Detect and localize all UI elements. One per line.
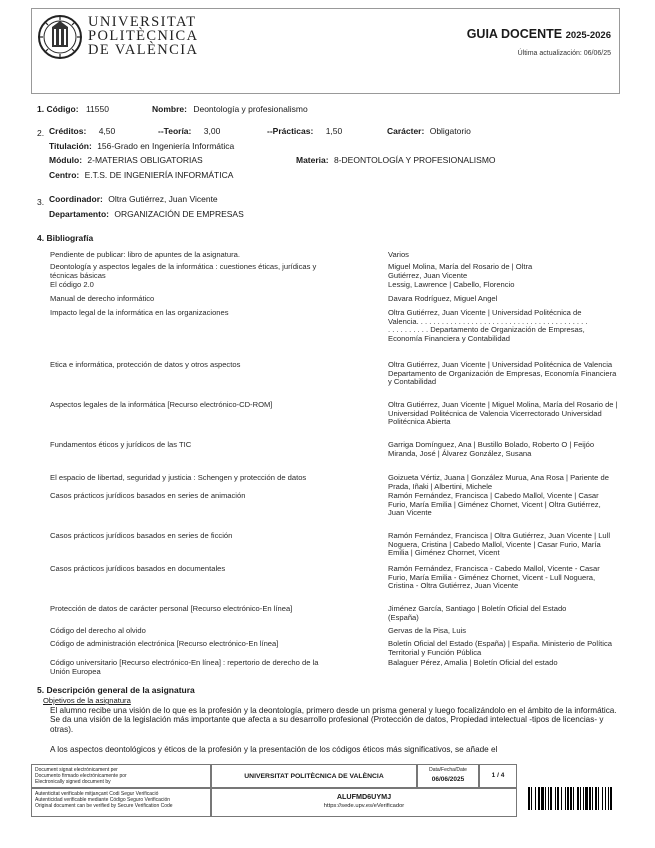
bib-author: Miguel Molina, María del Rosario de | Oltra Gutiérrez, Juan Vicente xyxy=(388,262,533,280)
logo-line-3: DE VALÈNCIA xyxy=(88,42,199,58)
bib-title: El espacio de libertad, seguridad y justicia : Schengen y protección de datos xyxy=(50,473,307,482)
character-label: Carácter: xyxy=(387,126,425,136)
degree-value: 156-Grado en Ingeniería Informática xyxy=(97,141,235,151)
verification-url[interactable]: https://sede.upv.es/eVerificador xyxy=(323,803,405,809)
subject-field xyxy=(296,155,496,165)
bib-title: Impacto legal de la informática en las organizaciones xyxy=(50,308,229,317)
bib-title: Pendiente de publicar: libro de apuntes de la asignatura. xyxy=(50,250,240,259)
bib-author: Ramón Fernández, Francisca - Cabedo Mallol, Vicente - Casar Furio, María Emilia - Giménez Chornet, Vicent - Lull Noguera, Cristina - Oltra Gutiérrez, Juan Vicente xyxy=(388,564,600,591)
theory-value: 3,00 xyxy=(203,126,221,136)
description-heading: 5. Descripción general de la asignatura xyxy=(37,685,195,695)
bib-title: Casos prácticos jurídicos basados en series de ficción xyxy=(50,531,233,540)
module-field xyxy=(49,155,203,165)
credits-field xyxy=(49,126,115,136)
name-label: Nombre: xyxy=(152,104,187,114)
bib-author: Oltra Gutiérrez, Juan Vicente | Miguel Molina, María del Rosario de | Universidad Politécnica de Valencia Vicerrectorado Universidad Politécnica Abierta xyxy=(388,400,618,427)
department-label: Departamento: xyxy=(49,209,109,219)
university-logo-text xyxy=(88,15,198,57)
logo-line-1: UNIVERSITAT xyxy=(88,14,197,30)
practice-label: --Prácticas: xyxy=(267,126,314,136)
bib-title: Código universitario [Recurso electrónico-En línea] : repertorio de derecho de la Unión Europea xyxy=(50,658,319,676)
section-3-number: 3. xyxy=(37,197,45,207)
bib-author: Gervas de la Pisa, Luis xyxy=(388,626,467,635)
objectives-paragraph-2: A los aspectos deontológicos y éticos de la profesión y la presentación de los códigos éticos más significativos, se añade el xyxy=(50,745,498,754)
bib-title: Casos prácticos jurídicos basados en documentales xyxy=(50,564,226,573)
bib-author: Goizueta Vértiz, Juana | González Murua, Ana Rosa | Pariente de Prada, Iñaki | Albertini, Michele xyxy=(388,473,609,491)
degree-label: Titulación: xyxy=(49,141,92,151)
theory-label: --Teoría: xyxy=(158,126,192,136)
credits-label: Créditos: xyxy=(49,126,87,136)
code-value: 11550 xyxy=(85,104,109,114)
theory-field xyxy=(158,126,220,136)
degree-field xyxy=(49,141,234,151)
objectives-subheading: Objetivos de la asignatura xyxy=(43,696,131,705)
name-value: Deontología y profesionalismo xyxy=(193,104,308,114)
department-field xyxy=(49,209,244,219)
bib-title: Aspectos legales de la informática [Recurso electrónico-CD-ROM] xyxy=(50,400,273,409)
document-title xyxy=(467,27,611,41)
date-cell xyxy=(417,764,479,788)
module-value: 2-MATERIAS OBLIGATORIAS xyxy=(87,155,203,165)
center-value: E.T.S. DE INGENIERÍA INFORMÁTICA xyxy=(84,170,234,180)
date-value: 06/06/2025 xyxy=(431,776,465,783)
verification-code: ALUFMD6UYMJ xyxy=(336,792,392,801)
verification-code-cell xyxy=(211,788,517,817)
bib-title: El código 2.0 xyxy=(50,280,94,289)
signed-by-text: Document signat electrònicament per Documento firmado electrónicamente por Electronically signed document by xyxy=(31,764,211,788)
character-field xyxy=(387,126,471,136)
center-field xyxy=(49,170,233,180)
bib-author: Balaguer Pérez, Amalia | Boletín Oficial del estado xyxy=(388,658,558,667)
logo-line-2: POLITÈCNICA xyxy=(88,28,199,44)
subject-value: 8-DEONTOLOGÍA Y PROFESIONALISMO xyxy=(333,155,496,165)
coordinator-label: Coordinador: xyxy=(49,194,103,204)
bib-title: Fundamentos éticos y jurídicos de las TIC xyxy=(50,440,192,449)
bib-title: Etica e informática, protección de datos y otros aspectos xyxy=(50,360,241,369)
bib-author: Ramón Fernández, Francisca | Cabedo Mallol, Vicente | Casar Furio, María Emilia | Giménez Chornet, Vicent | Oltra Gutiérrez, Juan Vicente xyxy=(388,491,601,518)
university-seal-icon xyxy=(37,13,83,61)
bib-title: Deontología y aspectos legales de la informática : cuestiones éticas, jurídicas y técnicas básicas xyxy=(50,262,317,280)
section-2-number: 2. xyxy=(37,128,45,138)
bib-author: Boletín Oficial del Estado (España) | España. Ministerio de Política Territorial y Función Pública xyxy=(388,639,612,657)
bib-title: Casos prácticos jurídicos basados en series de animación xyxy=(50,491,246,500)
date-label: Data/Fecha/Date xyxy=(429,767,467,773)
bib-author: Davara Rodríguez, Miguel Angel xyxy=(388,294,498,303)
section-number: 1. xyxy=(37,104,45,114)
center-label: Centro: xyxy=(49,170,80,180)
practice-field xyxy=(267,126,342,136)
objectives-paragraph: El alumno recibe una visión de lo que es la profesión y la deontología, primero desde un prisma general y luego focalizándolo en el ámbito de la informática. Se da una visión de la legislación más importante que afecta a su desarrollo profesional (Protección de datos, Propiedad intelectual -tipos de licencias- y otras). xyxy=(50,706,617,734)
guide-title: GUIA DOCENTE xyxy=(466,27,563,41)
department-value: ORGANIZACIÓN DE EMPRESAS xyxy=(114,209,244,219)
bib-title: Protección de datos de carácter personal [Recurso electrónico-En línea] xyxy=(50,604,293,613)
barcode-icon xyxy=(528,787,646,810)
bib-author: Ramón Fernández, Francisca | Oltra Gutiérrez, Juan Vicente | Lull Noguera, Cristina | Cabedo Mallol, Vicente | Casar Furio, María Emilia | Giménez Chornet, Vicent xyxy=(388,531,611,558)
bib-author: Varios xyxy=(388,250,409,259)
bib-title: Código del derecho al olvido xyxy=(50,626,146,635)
practice-value: 1,50 xyxy=(325,126,343,136)
coordinator-value: Oltra Gutiérrez, Juan Vicente xyxy=(108,194,218,204)
module-label: Módulo: xyxy=(49,155,83,165)
last-updated: Última actualización: 06/06/25 xyxy=(517,50,611,57)
signature-footer xyxy=(31,764,621,817)
credits-value: 4,50 xyxy=(98,126,116,136)
subject-label: Materia: xyxy=(296,155,329,165)
bib-author: Lessig, Lawrence | Cabello, Florencio xyxy=(388,280,515,289)
section-1 xyxy=(37,104,109,114)
bibliography-heading: 4. Bibliografía xyxy=(37,233,94,243)
bib-title: Manual de derecho informático xyxy=(50,294,155,303)
bib-author: Jiménez García, Santiago | Boletín Oficial del Estado (España) xyxy=(388,604,567,622)
character-value: Obligatorio xyxy=(429,126,471,136)
name-field xyxy=(152,104,308,114)
academic-year: 2025-2026 xyxy=(565,30,611,41)
code-label: Código: xyxy=(46,104,79,114)
coordinator-field xyxy=(49,194,218,204)
page-number: 1 / 4 xyxy=(479,764,517,788)
bib-author: Oltra Gutiérrez, Juan Vicente | Universidad Politécnica de Valencia Departamento de Organización de Empresas, Economía Financiera y Contabilidad xyxy=(388,360,617,387)
bib-author: Garriga Domínguez, Ana | Bustillo Bolado, Roberto O | Feijóo Miranda, José | Álvarez González, Susana xyxy=(388,440,595,458)
bib-title: Código de administración electrónica [Recurso electrónico-En línea] xyxy=(50,639,279,648)
verification-text: Autenticitat verificable mitjançant Codi Segur Verificació Autenticidad verificable mediante Código Seguro Verificación Original document can be verified by Secure Verification Code xyxy=(31,788,211,817)
bib-author: Oltra Gutiérrez, Juan Vicente | Universidad Politécnica de Valencia. . . . . . . . . . . . . . . . . . . . . . . . . . . . . . . . . . . . . . . . . . . . . . . . . . . Departamento de Organización de Empresas, Economía Financiera y Contabilidad xyxy=(388,308,588,343)
signing-university: UNIVERSITAT POLITÈCNICA DE VALÈNCIA xyxy=(211,764,417,788)
